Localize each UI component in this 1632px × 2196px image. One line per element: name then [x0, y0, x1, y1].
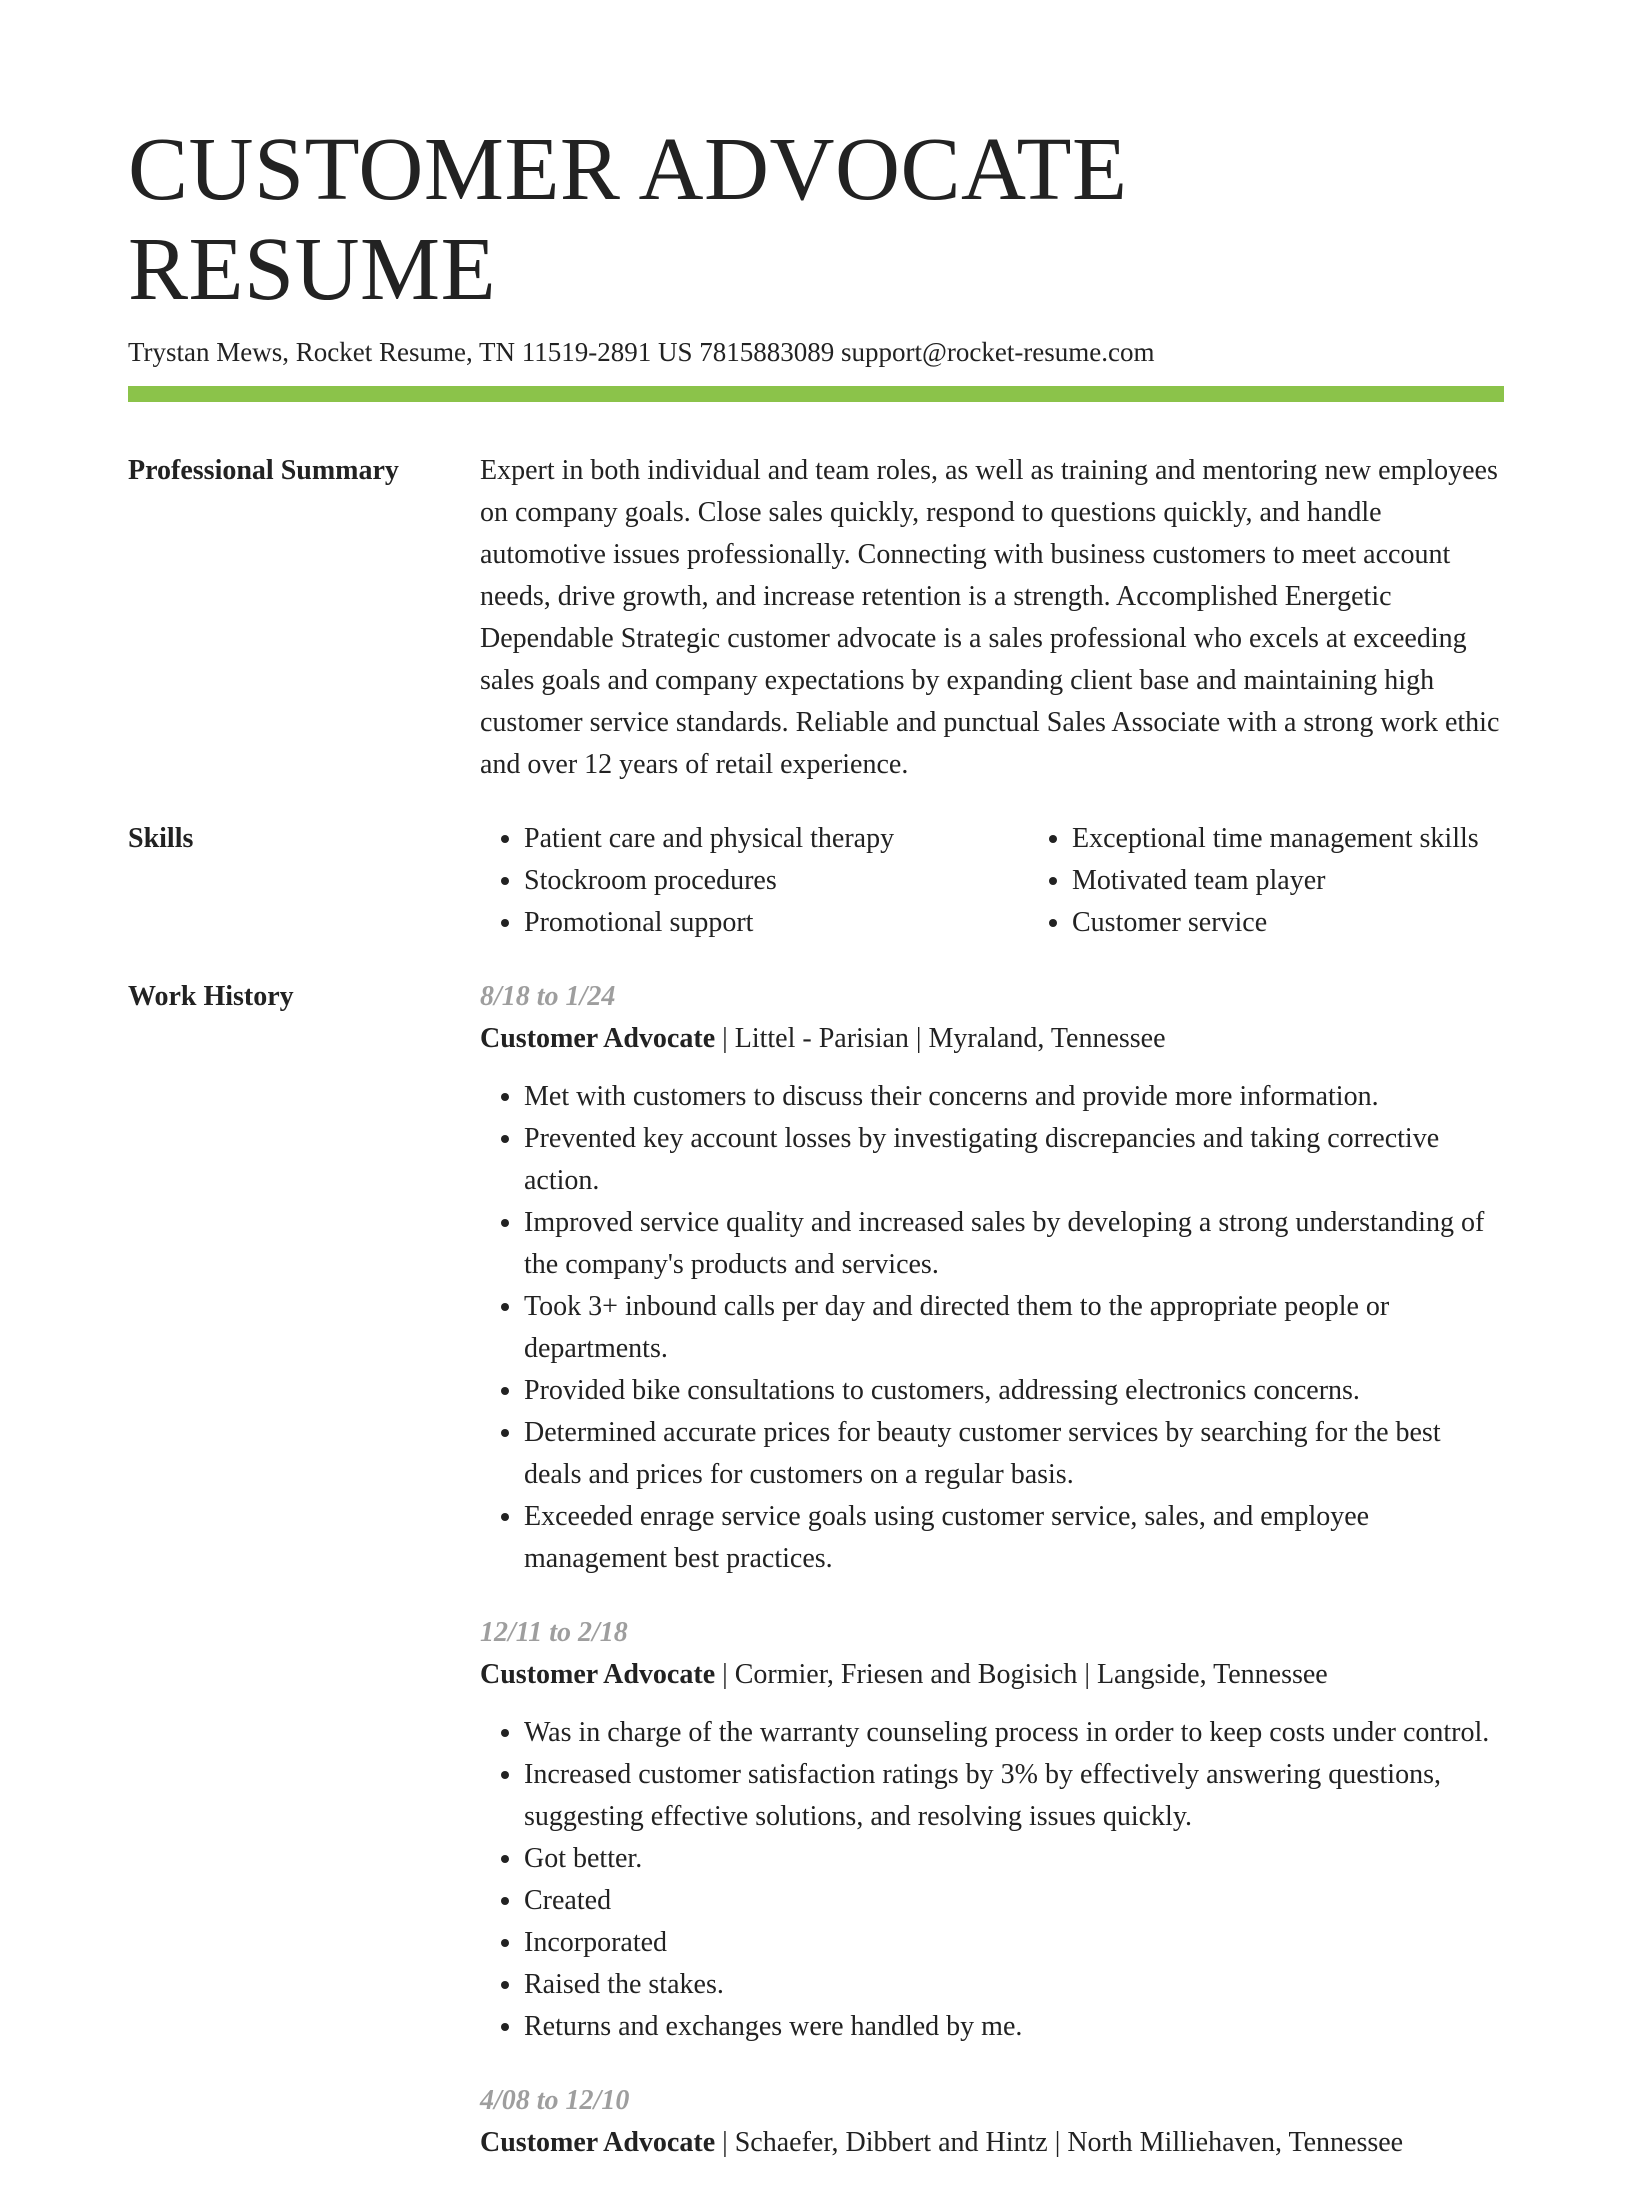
job-duty-item: • Increased customer satisfaction ratings by 3% by effectively answering questions, suggesting effective solutions, and resolving issues quickly.	[524, 1754, 1504, 1838]
job-entry	[480, 2080, 1504, 2164]
header-divider	[128, 386, 1504, 402]
skills-column-left	[480, 818, 1028, 944]
job-duty-item: • Provided bike consultations to customers, addressing electronics concerns.	[524, 1370, 1504, 1412]
skill-item: • Promotional support	[524, 902, 1028, 944]
job-duty-item: • Raised the stakes.	[524, 1964, 1504, 2006]
job-separator: |	[715, 2127, 735, 2158]
skill-item: • Stockroom procedures	[524, 860, 1028, 902]
summary-label: Professional Summary	[128, 455, 399, 486]
job-company: Littel - Parisian	[734, 1023, 909, 1054]
work-history-label: Work History	[128, 981, 294, 1012]
job-separator: |	[715, 1023, 735, 1054]
contact-line: Trystan Mews, Rocket Resume, TN 11519-2891 US 7815883089 support@rocket-resume.com	[128, 337, 1155, 367]
job-duty-item: • Created	[524, 1880, 1504, 1922]
resume-title: CUSTOMER ADVOCATE RESUME	[128, 120, 1128, 319]
skill-item: • Patient care and physical therapy	[524, 818, 1028, 860]
job-title: Customer Advocate	[480, 1659, 716, 1690]
summary-text: Expert in both individual and team roles, as well as training and mentoring new employees on company goals. Close sales quickly, respond to questions quickly, and handle automotive issues professionally. Connecting with business customers to meet account needs, drive growth, and increase retention is a strength. Accomplished Energetic Dependable Strategic customer advocate is a sales professional who excels at exceeding sales goals and company expectations by expanding client base and maintaining high customer service standards. Reliable and punctual Sales Associate with a strong work ethic and over 12 years of retail experience.	[480, 455, 1500, 780]
job-entry	[480, 1612, 1504, 2048]
skill-item: • Exceptional time management skills	[1072, 818, 1504, 860]
job-heading	[480, 2122, 1504, 2164]
job-duties	[480, 1712, 1504, 2048]
job-location: North Milliehaven, Tennessee	[1067, 2127, 1404, 2158]
summary-section	[128, 450, 1504, 786]
job-duty-item: • Incorporated	[524, 1922, 1504, 1964]
job-separator: |	[1047, 2127, 1068, 2158]
job-separator: |	[715, 1659, 735, 1690]
work-history-section	[128, 976, 1504, 2196]
job-duty-item: • Met with customers to discuss their concerns and provide more information.	[524, 1076, 1504, 1118]
skills-body	[480, 818, 1504, 944]
job-duty-item: • Improved service quality and increased sales by developing a strong understanding of the company's products and services.	[524, 1202, 1504, 1286]
job-heading	[480, 1654, 1504, 1696]
job-dates: 12/11 to 2/18	[480, 1617, 628, 1648]
skill-item: • Motivated team player	[1072, 860, 1504, 902]
job-company: Cormier, Friesen and Bogisich	[734, 1659, 1078, 1690]
job-heading	[480, 1018, 1504, 1060]
skills-column-right	[1028, 818, 1504, 944]
job-title: Customer Advocate	[480, 2127, 716, 2158]
job-duty-item: • Was in charge of the warranty counseling process in order to keep costs under control.	[524, 1712, 1504, 1754]
job-duties	[480, 1076, 1504, 1580]
job-dates: 4/08 to 12/10	[480, 2085, 630, 2116]
job-company: Schaefer, Dibbert and Hintz	[734, 2127, 1048, 2158]
job-duty-item: • Got better.	[524, 1838, 1504, 1880]
job-entry	[480, 976, 1504, 1580]
job-duty-item: • Returns and exchanges were handled by me.	[524, 2006, 1504, 2048]
job-dates: 8/18 to 1/24	[480, 981, 616, 1012]
job-duty-item: • Took 3+ inbound calls per day and directed them to the appropriate people or departments.	[524, 1286, 1504, 1370]
skill-item: • Customer service	[1072, 902, 1504, 944]
job-title: Customer Advocate	[480, 1023, 716, 1054]
job-duty-item: • Determined accurate prices for beauty customer services by searching for the best deals and prices for customers on a regular basis.	[524, 1412, 1504, 1496]
work-history-body	[480, 976, 1504, 2196]
skills-section	[128, 818, 1504, 944]
job-duty-item: • Prevented key account losses by investigating discrepancies and taking corrective action.	[524, 1118, 1504, 1202]
job-location: Langside, Tennessee	[1096, 1659, 1328, 1690]
summary-body	[480, 450, 1504, 786]
job-location: Myraland, Tennessee	[928, 1023, 1166, 1054]
skills-columns	[480, 818, 1504, 944]
skills-label: Skills	[128, 823, 194, 854]
job-duty-item: • Exceeded enrage service goals using customer service, sales, and employee management best practices.	[524, 1496, 1504, 1580]
job-separator: |	[908, 1023, 929, 1054]
job-separator: |	[1077, 1659, 1097, 1690]
